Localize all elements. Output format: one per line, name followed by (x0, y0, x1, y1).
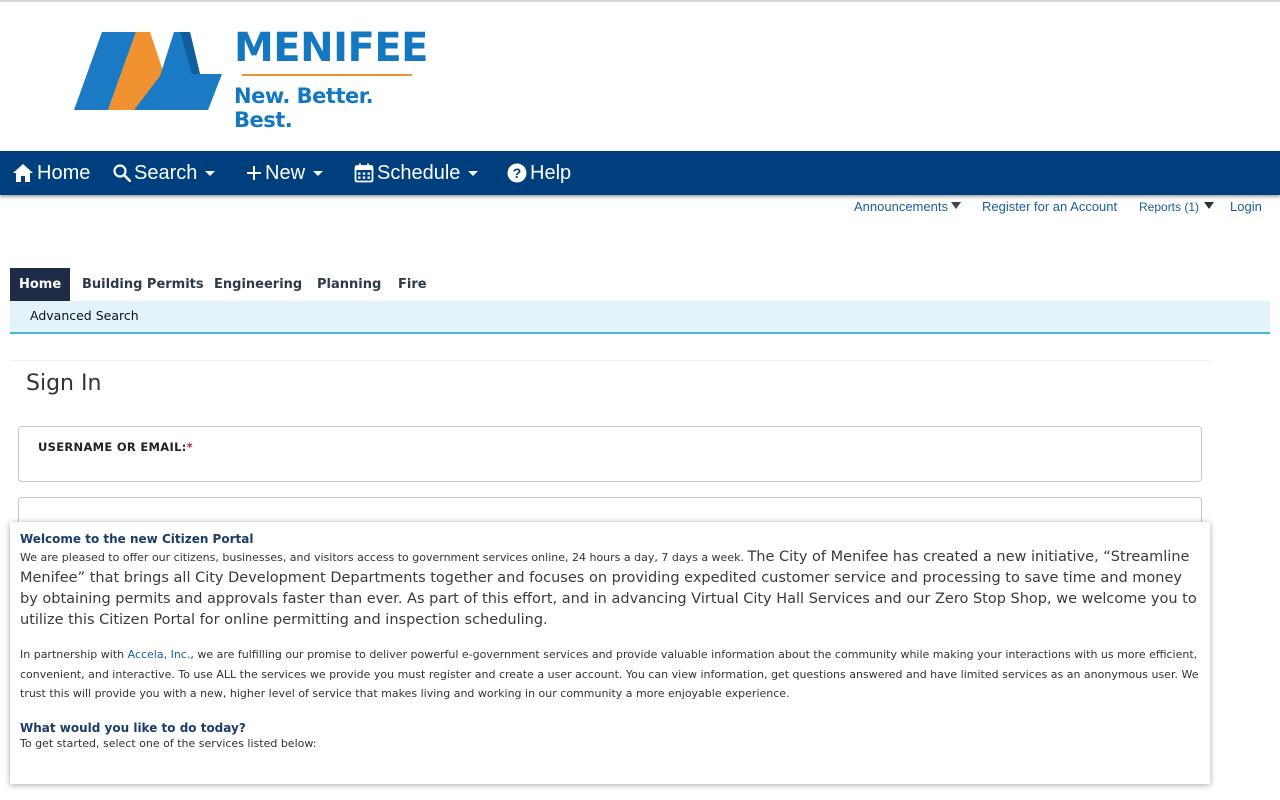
welcome-heading: Welcome to the new Citizen Portal (20, 532, 254, 546)
brand-tagline: New. Better. Best. (234, 84, 374, 132)
help-circle-icon (507, 163, 527, 183)
nav-home-label: Home (37, 161, 91, 184)
username-label-text: USERNAME OR EMAIL: (38, 440, 187, 454)
nav-search-label: Search (134, 161, 198, 184)
plus-icon (246, 165, 262, 181)
sub-navbar (10, 301, 1270, 334)
brand-divider (242, 74, 412, 76)
services-intro: To get started, select one of the services listed below: (20, 737, 317, 750)
tab-fire[interactable]: Fire (398, 277, 427, 292)
nav-help-label: Help (530, 161, 572, 184)
triangle-down-icon (951, 202, 961, 209)
top-border (0, 0, 1280, 2)
username-label (38, 440, 193, 454)
welcome-panel (10, 522, 1210, 784)
announcements-link[interactable] (854, 199, 961, 214)
nav-schedule[interactable] (354, 151, 478, 195)
nav-new-label: New (265, 161, 306, 184)
chevron-down-icon (205, 171, 215, 176)
svg-text:?: ? (512, 165, 522, 181)
triangle-down-icon (1204, 202, 1214, 209)
chevron-down-icon (313, 171, 323, 176)
tab-building-permits[interactable]: Building Permits (82, 277, 204, 292)
nav-search[interactable] (113, 151, 215, 195)
welcome-paragraph-1 (20, 547, 1200, 631)
nav-new[interactable] (246, 151, 323, 195)
nav-schedule-label: Schedule (377, 161, 461, 184)
advanced-search-link[interactable]: Advanced Search (30, 308, 139, 323)
services-heading: What would you like to do today? (20, 721, 246, 735)
home-icon (12, 163, 34, 183)
chevron-down-icon (468, 171, 478, 176)
nav-home[interactable] (12, 151, 90, 195)
username-input[interactable] (38, 457, 1192, 477)
nav-help[interactable] (507, 151, 571, 195)
welcome-paragraph-2 (20, 645, 1200, 704)
reports-label: Reports (1) (1139, 200, 1200, 214)
required-marker: * (186, 440, 193, 454)
tab-home[interactable]: Home (10, 268, 70, 301)
login-link[interactable]: Login (1230, 199, 1262, 214)
tab-engineering[interactable]: Engineering (214, 277, 303, 292)
partnership-rest-text: , we are fulfilling our promise to deliver powerful e-government services and provide valuable information about the community while making your interactions with us more efficient, convenient, and interactive. To use ALL the services we provide you must register and create a user account. You can view information, get questions answered and have limited services as an anonymous user. We trust this will provide you with a new, higher level of service that makes living and working in our community a more enjoyable experience. (20, 648, 1199, 700)
menifee-logo-mark (74, 32, 222, 112)
tab-planning[interactable]: Planning (317, 277, 382, 292)
brand-name: MENIFEE (234, 25, 428, 71)
main-navbar (0, 151, 1280, 195)
welcome-intro-text: We are pleased to offer our citizens, businesses, and visitors access to government services online, 24 hours a day, 7 days a week. (20, 551, 744, 564)
username-field[interactable] (18, 426, 1202, 482)
register-link[interactable]: Register for an Account (982, 199, 1118, 214)
streamline-text: The City of Menifee has created a new initiative, “Streamline Menifee” that brings all City Development Departments together and focuses on providing expedited customer service and processing to save time and money by obtaining permits and approvals faster than ever. As part of this effort, and in advancing Virtual City Hall Services and our Zero Stop Shop, we welcome you to utilize this Citizen Portal for online permitting and inspection scheduling. (20, 549, 1197, 628)
calendar-icon (354, 163, 374, 183)
menifee-logo[interactable] (74, 25, 434, 132)
accela-link[interactable]: Accela, Inc. (127, 648, 191, 661)
signin-title: Sign In (26, 371, 102, 396)
search-icon (113, 164, 131, 182)
announcements-label: Announcements (854, 199, 948, 214)
reports-link[interactable] (1139, 200, 1214, 214)
partnership-text: In partnership with (20, 648, 125, 661)
signin-panel (10, 360, 1210, 531)
